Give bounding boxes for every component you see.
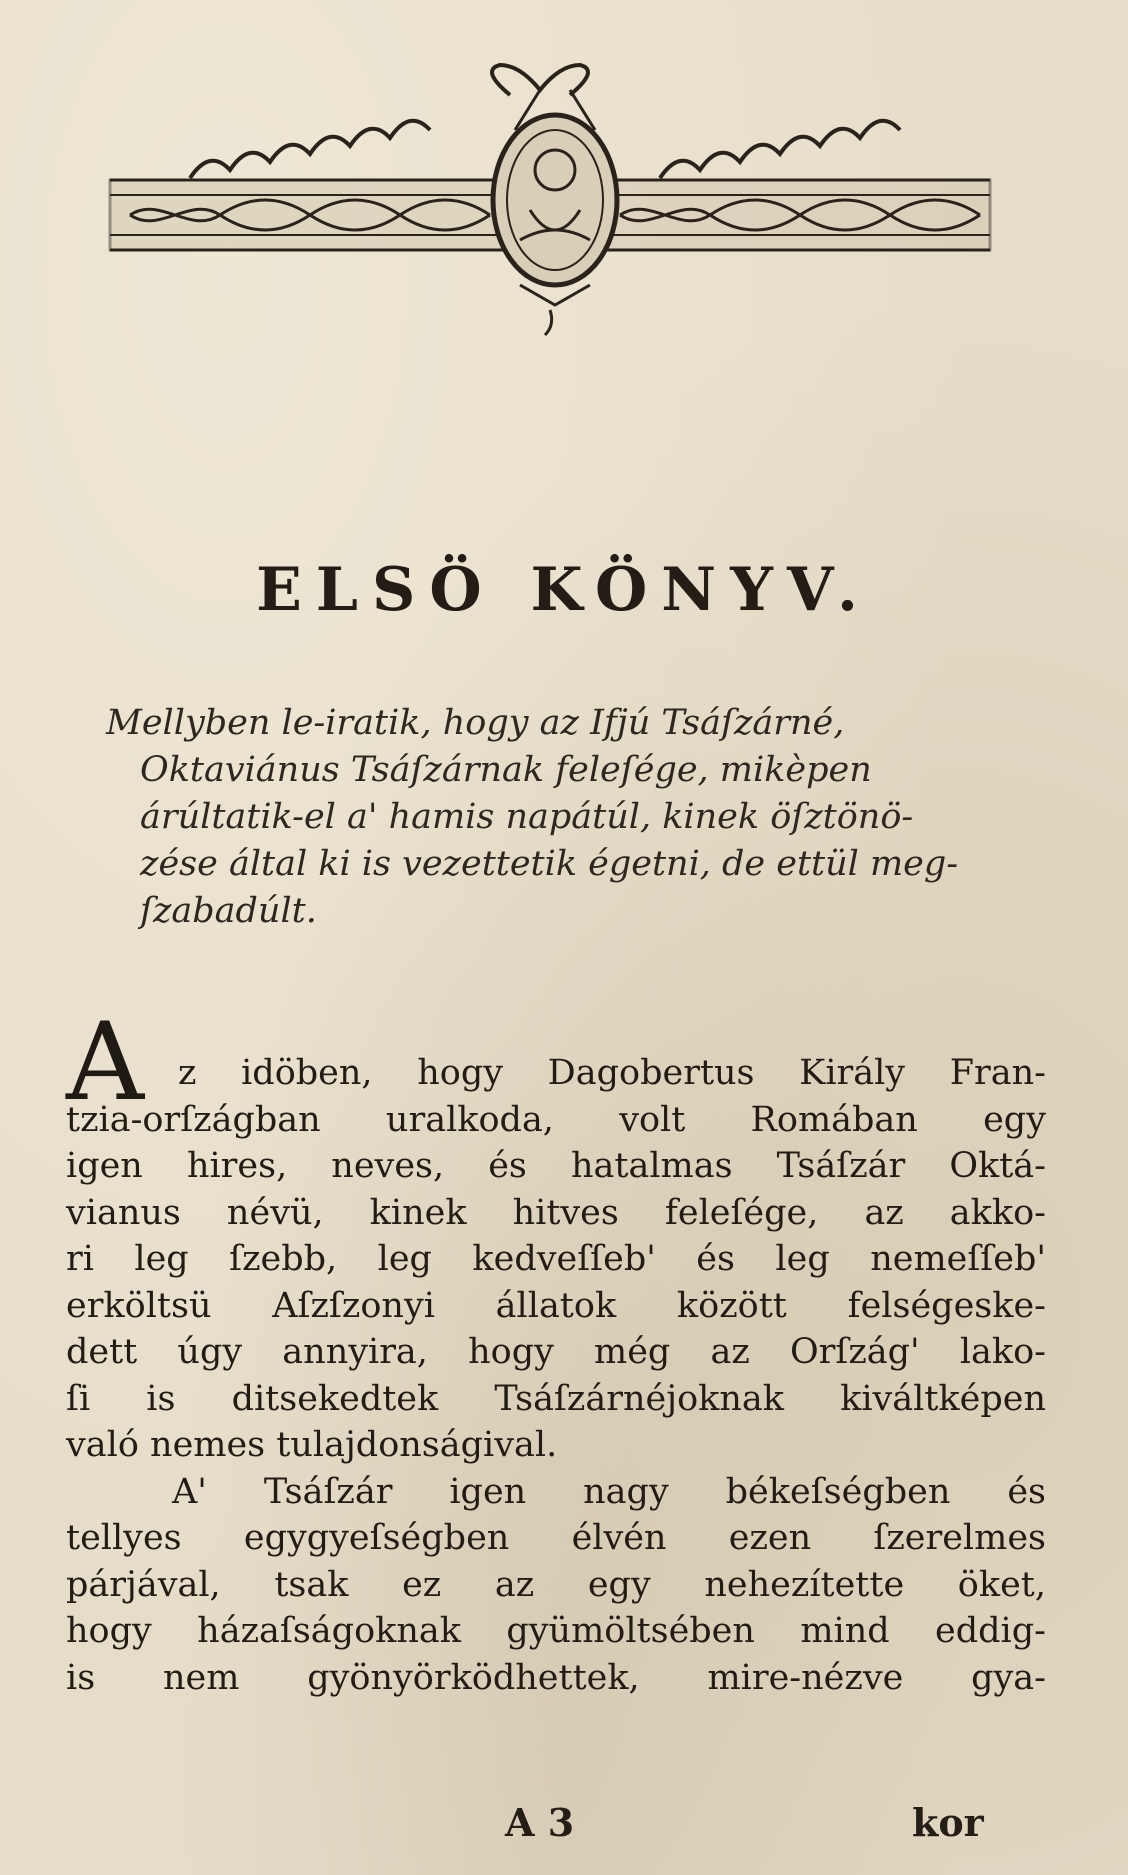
summary-line: Mellyben le-iratik, hogy az Ifjú Tsáſzárné, — [106, 703, 845, 743]
body-line: párjával, tsak ez az egy nehezítette öket, — [66, 1564, 1046, 1605]
body-line: z idöben, hogy Dagobertus Király Fran- — [178, 1053, 1046, 1093]
summary-line: ſzabadúlt. — [140, 891, 317, 931]
summary-line: Oktaviánus Tsáſzárnak feleſége, mikèpen — [140, 750, 872, 790]
body-line: való nemes tulajdonságival. — [66, 1425, 558, 1465]
signature-mark: A 3 — [505, 1800, 575, 1845]
page-footer — [0, 1800, 1128, 1860]
body-line: vianus névü, kinek hitves feleſége, az akko- — [66, 1192, 1046, 1233]
body-line: is nem gyönyörködhettek, mire-nézve gya- — [66, 1657, 1046, 1698]
body-line: ſi is ditsekedtek Tsáſzárnéjoknak kiváltképen — [66, 1378, 1046, 1419]
body-line: A' Tsáſzár igen nagy békeſségben és — [172, 1471, 1046, 1512]
body-line: hogy házaſságoknak gyümöltsében mind eddig- — [66, 1611, 1046, 1651]
body-line: igen hires, neves, és hatalmas Tsáſzár Oktá- — [66, 1146, 1046, 1186]
body-line: ri leg ſzebb, leg kedveſſeb' és leg nemeſſeb' — [66, 1239, 1046, 1279]
decorative-headpiece-ornament — [100, 60, 1010, 350]
summary-line: árúltatik-el a' hamis napátúl, kinek öſztönö- — [140, 797, 914, 837]
catchword: kor — [912, 1800, 984, 1845]
chapter-summary — [106, 700, 1056, 935]
body-line: dett úgy annyira, hogy még az Orſzág' lako- — [66, 1332, 1046, 1372]
chapter-title: ELSÖ KÖNYV. — [256, 555, 872, 625]
body-text — [66, 1050, 1046, 1701]
summary-line: zése által ki is vezettetik égetni, de ettül meg- — [140, 844, 959, 884]
body-line: tellyes egygyeſségben élvén ezen ſzerelmes — [66, 1518, 1046, 1558]
body-line: tzia-orſzágban uralkoda, volt Romában egy — [66, 1099, 1046, 1140]
drop-cap: A — [66, 1000, 144, 1125]
body-line: erköltsü Aſzſzonyi állatok között felségeske- — [66, 1285, 1046, 1326]
